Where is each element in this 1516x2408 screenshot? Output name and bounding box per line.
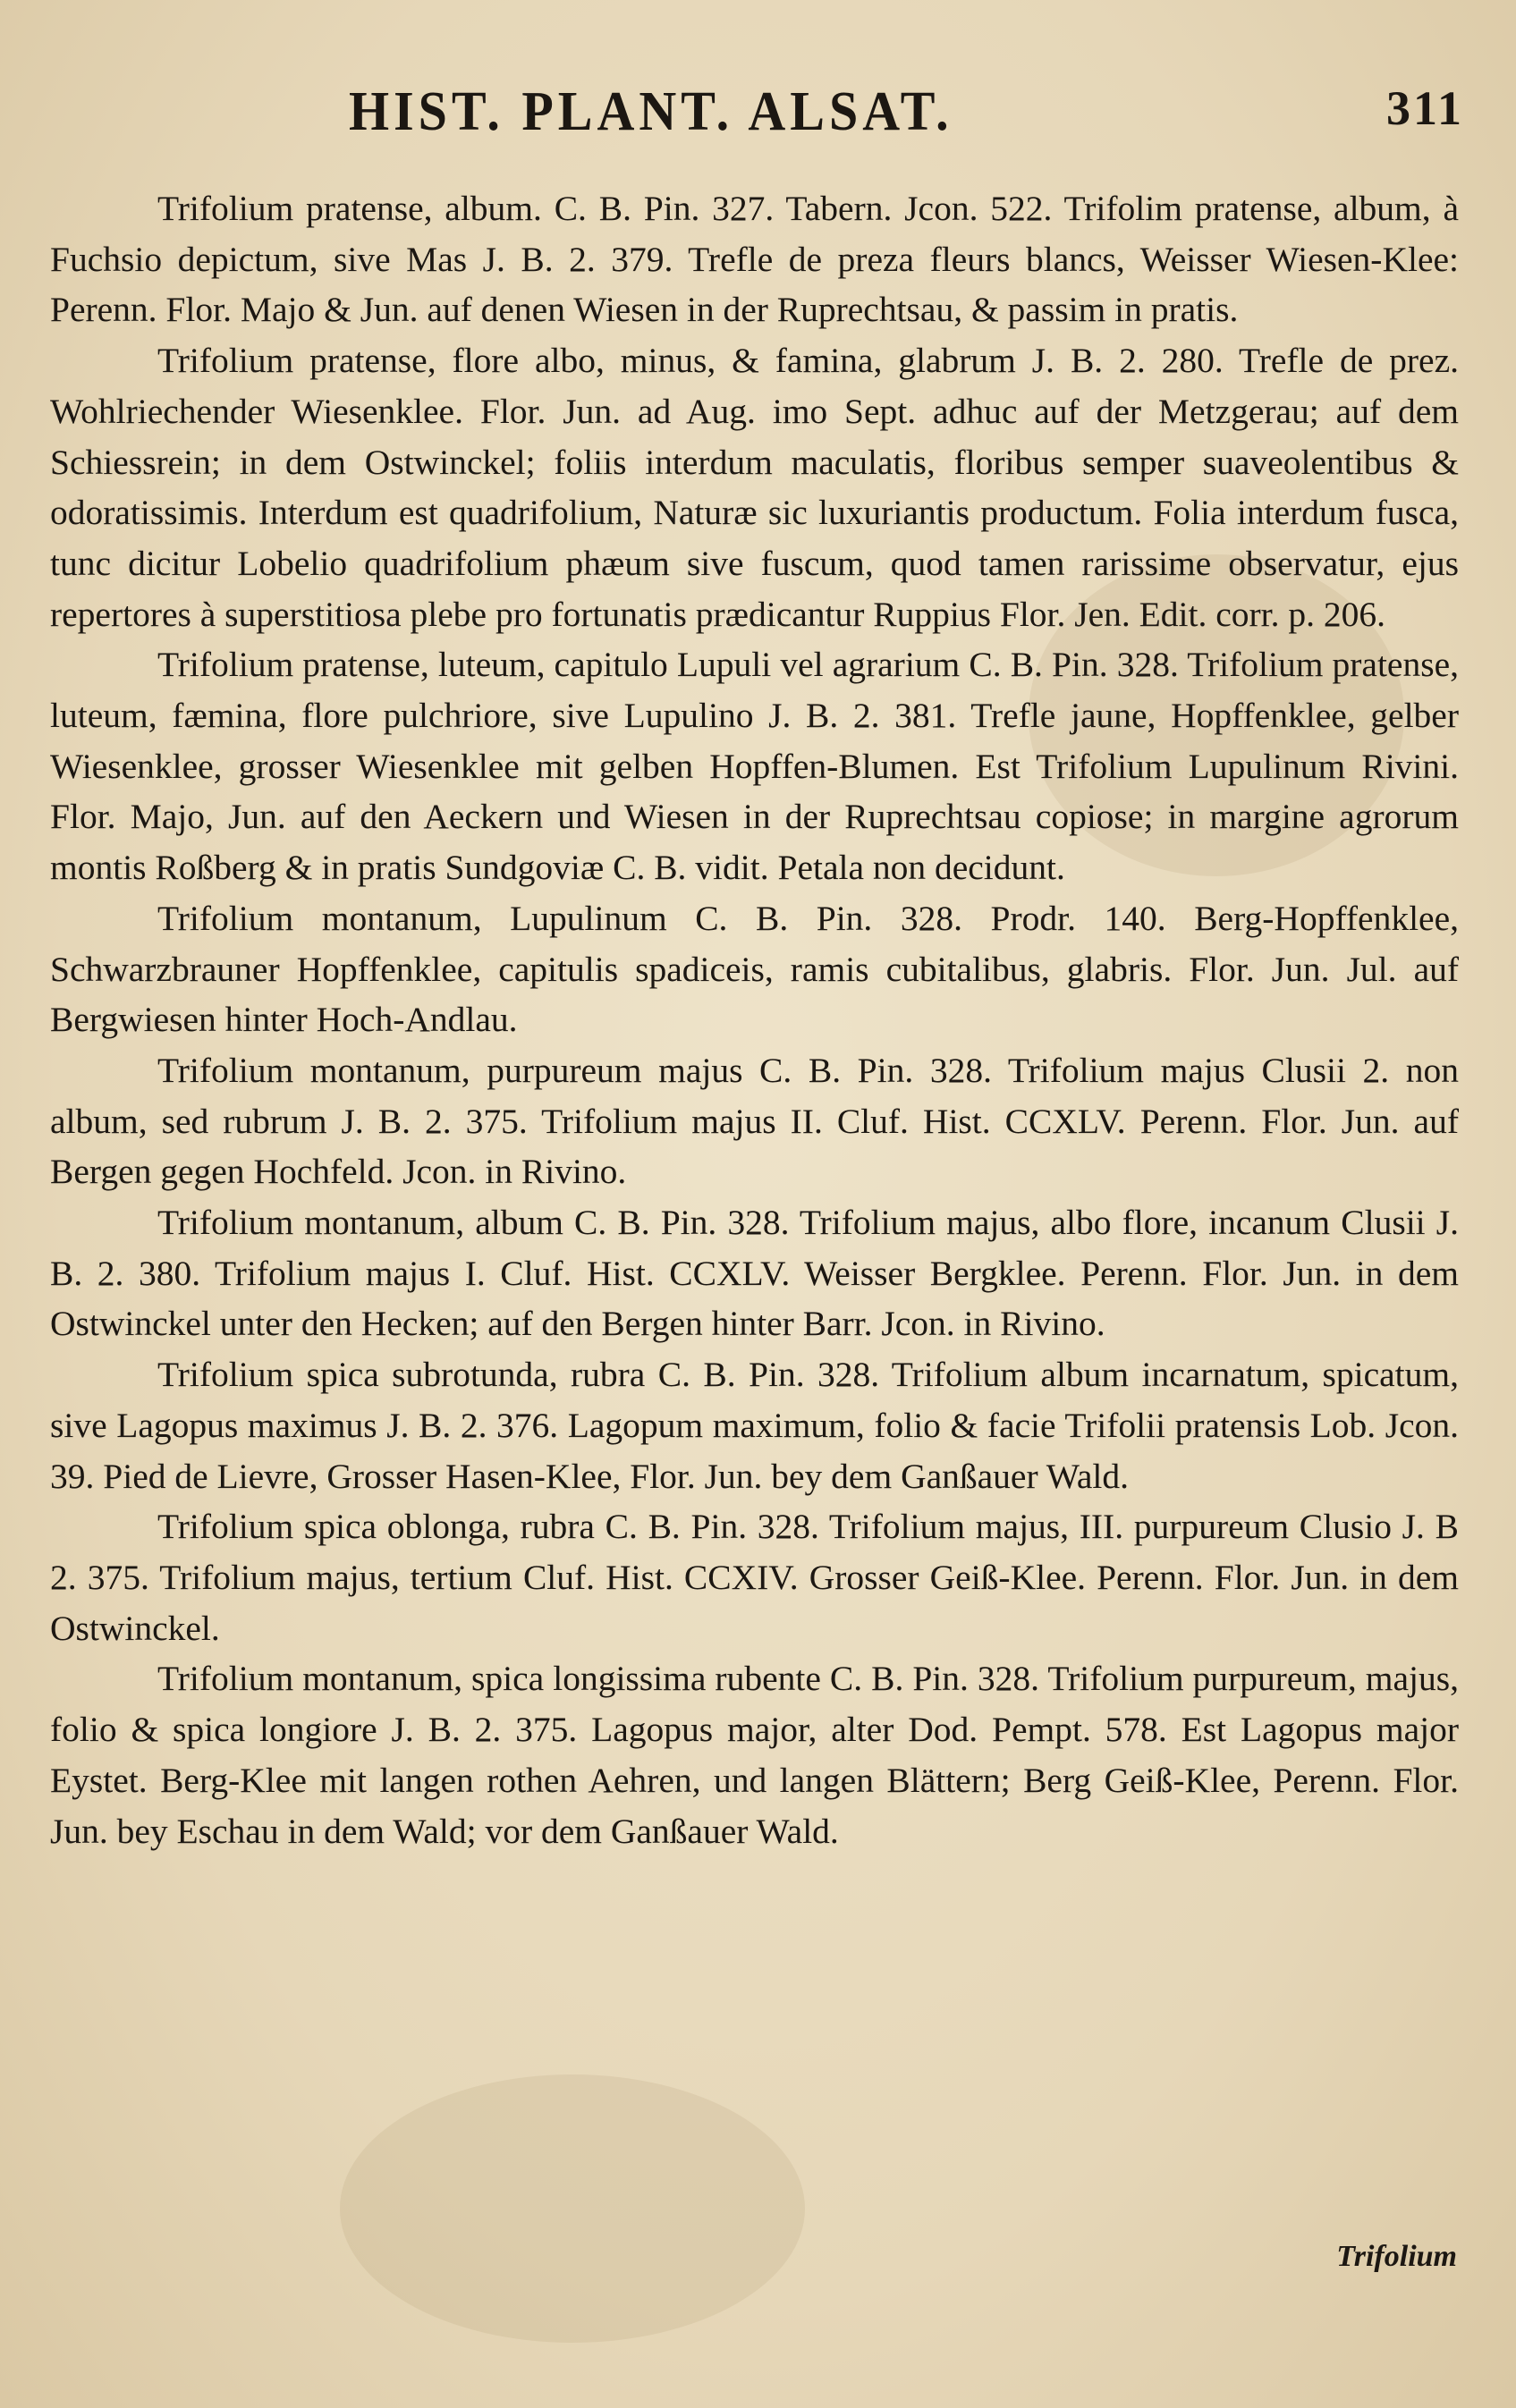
entry-trifolium-pratense-flore-albo: Trifolium pratense, flore albo, minus, & famina, glabrum J. B. 2. 280. Trefle de prez. Wohlriechender Wiesenklee. Flor. Jun. ad Aug. imo Sept. adhuc auf der Metzgerau; auf dem Schiessrein; in dem Ostwinckel; foliis interdum maculatis, floribus semper suaveolentibus & odoratissimis. Interdum est quadrifolium, Naturæ sic luxuriantis productum. Folia interdum fusca, tunc dicitur Lobelio quadrifolium phæum sive fuscum, quod tamen rarissime observatur, ejus repertores à superstitiosa plebe pro fortunatis prædicantur Ruppius Flor. Jen. Edit. corr. p. 206.	[50, 341, 1459, 634]
catchword: Trifolium	[1336, 2240, 1457, 2273]
entry-trifolium-pratense-album: Trifolium pratense, album. C. B. Pin. 327. Tabern. Jcon. 522. Trifolim pratense, album, à Fuchsio depictum, sive Mas J. B. 2. 379. Trefle de preza fleurs blancs, Weisser Wiesen-Klee: Perenn. Flor. Majo & Jun. auf denen Wiesen in der Ruprechtsau, & passim in pratis.	[50, 189, 1459, 330]
entry-trifolium-pratense-luteum: Trifolium pratense, luteum, capitulo Lupuli vel agrarium C. B. Pin. 328. Trifolium pratense, luteum, fæmina, flore pulchriore, sive Lupulino J. B. 2. 381. Trefle jaune, Hopffenklee, gelber Wiesenklee, grosser Wiesenklee mit gelben Hopffen-Blumen. Est Trifolium Lupulinum Rivini. Flor. Majo, Jun. auf den Aeckern und Wiesen in der Ruprechtsau copiose; in margine agrorum montis Roßberg & in pratis Sundgoviæ C. B. vidit. Petala non decidunt.	[50, 645, 1459, 888]
entry-trifolium-spica-oblonga: Trifolium spica oblonga, rubra C. B. Pin. 328. Trifolium majus, III. purpureum Clusio J. B 2. 375. Trifolium majus, tertium Cluf. Hist. CCXIV. Grosser Geiß-Klee. Perenn. Flor. Jun. in dem Ostwinckel.	[50, 1507, 1459, 1648]
page-number: 311	[1385, 81, 1464, 135]
entry-trifolium-montanum-album: Trifolium montanum, album C. B. Pin. 328. Trifolium majus, albo flore, incanum Clusii J. B. 2. 380. Trifolium majus I. Cluf. Hist. CCXLV. Weisser Bergklee. Perenn. Flor. Jun. in dem Ostwinckel unter den Hecken; auf den Bergen hinter Barr. Jcon. in Rivino.	[50, 1203, 1459, 1344]
entry-trifolium-montanum-lupulinum: Trifolium montanum, Lupulinum C. B. Pin. 328. Prodr. 140. Berg-Hopffenklee, Schwarzbrauner Hopffenklee, capitulis spadiceis, ramis cubitalibus, glabris. Flor. Jun. Jul. auf Bergwiesen hinter Hoch-Andlau.	[50, 898, 1459, 1040]
running-head: HIST. PLANT. ALSAT.	[349, 80, 953, 143]
entry-trifolium-spica-subrotunda: Trifolium spica subrotunda, rubra C. B. Pin. 328. Trifolium album incarnatum, spicatum, sive Lagopus maximus J. B. 2. 376. Lagopum maximum, folio & facie Trifolii pratensis Lob. Jcon. 39. Pied de Lievre, Grosser Hasen-Klee, Flor. Jun. bey dem Ganßauer Wald.	[50, 1355, 1459, 1496]
paper-stain	[340, 2074, 805, 2343]
entry-trifolium-montanum-purpureum: Trifolium montanum, purpureum majus C. B. Pin. 328. Trifolium majus Clusii 2. non album, sed rubrum J. B. 2. 375. Trifolium majus II. Cluf. Hist. CCXLV. Perenn. Flor. Jun. auf Bergen gegen Hochfeld. Jcon. in Rivino.	[50, 1050, 1459, 1192]
body-text	[50, 183, 1459, 1856]
page-header	[0, 79, 1516, 159]
entry-trifolium-montanum-spica-longissima: Trifolium montanum, spica longissima rubente C. B. Pin. 328. Trifolium purpureum, majus, folio & spica longiore J. B. 2. 375. Lagopus major, alter Dod. Pempt. 578. Est Lagopus major Eystet. Berg-Klee mit langen rothen Aehren, und langen Blättern; Berg Geiß-Klee, Perenn. Flor. Jun. bey Eschau in dem Wald; vor dem Ganßauer Wald.	[50, 1659, 1459, 1851]
